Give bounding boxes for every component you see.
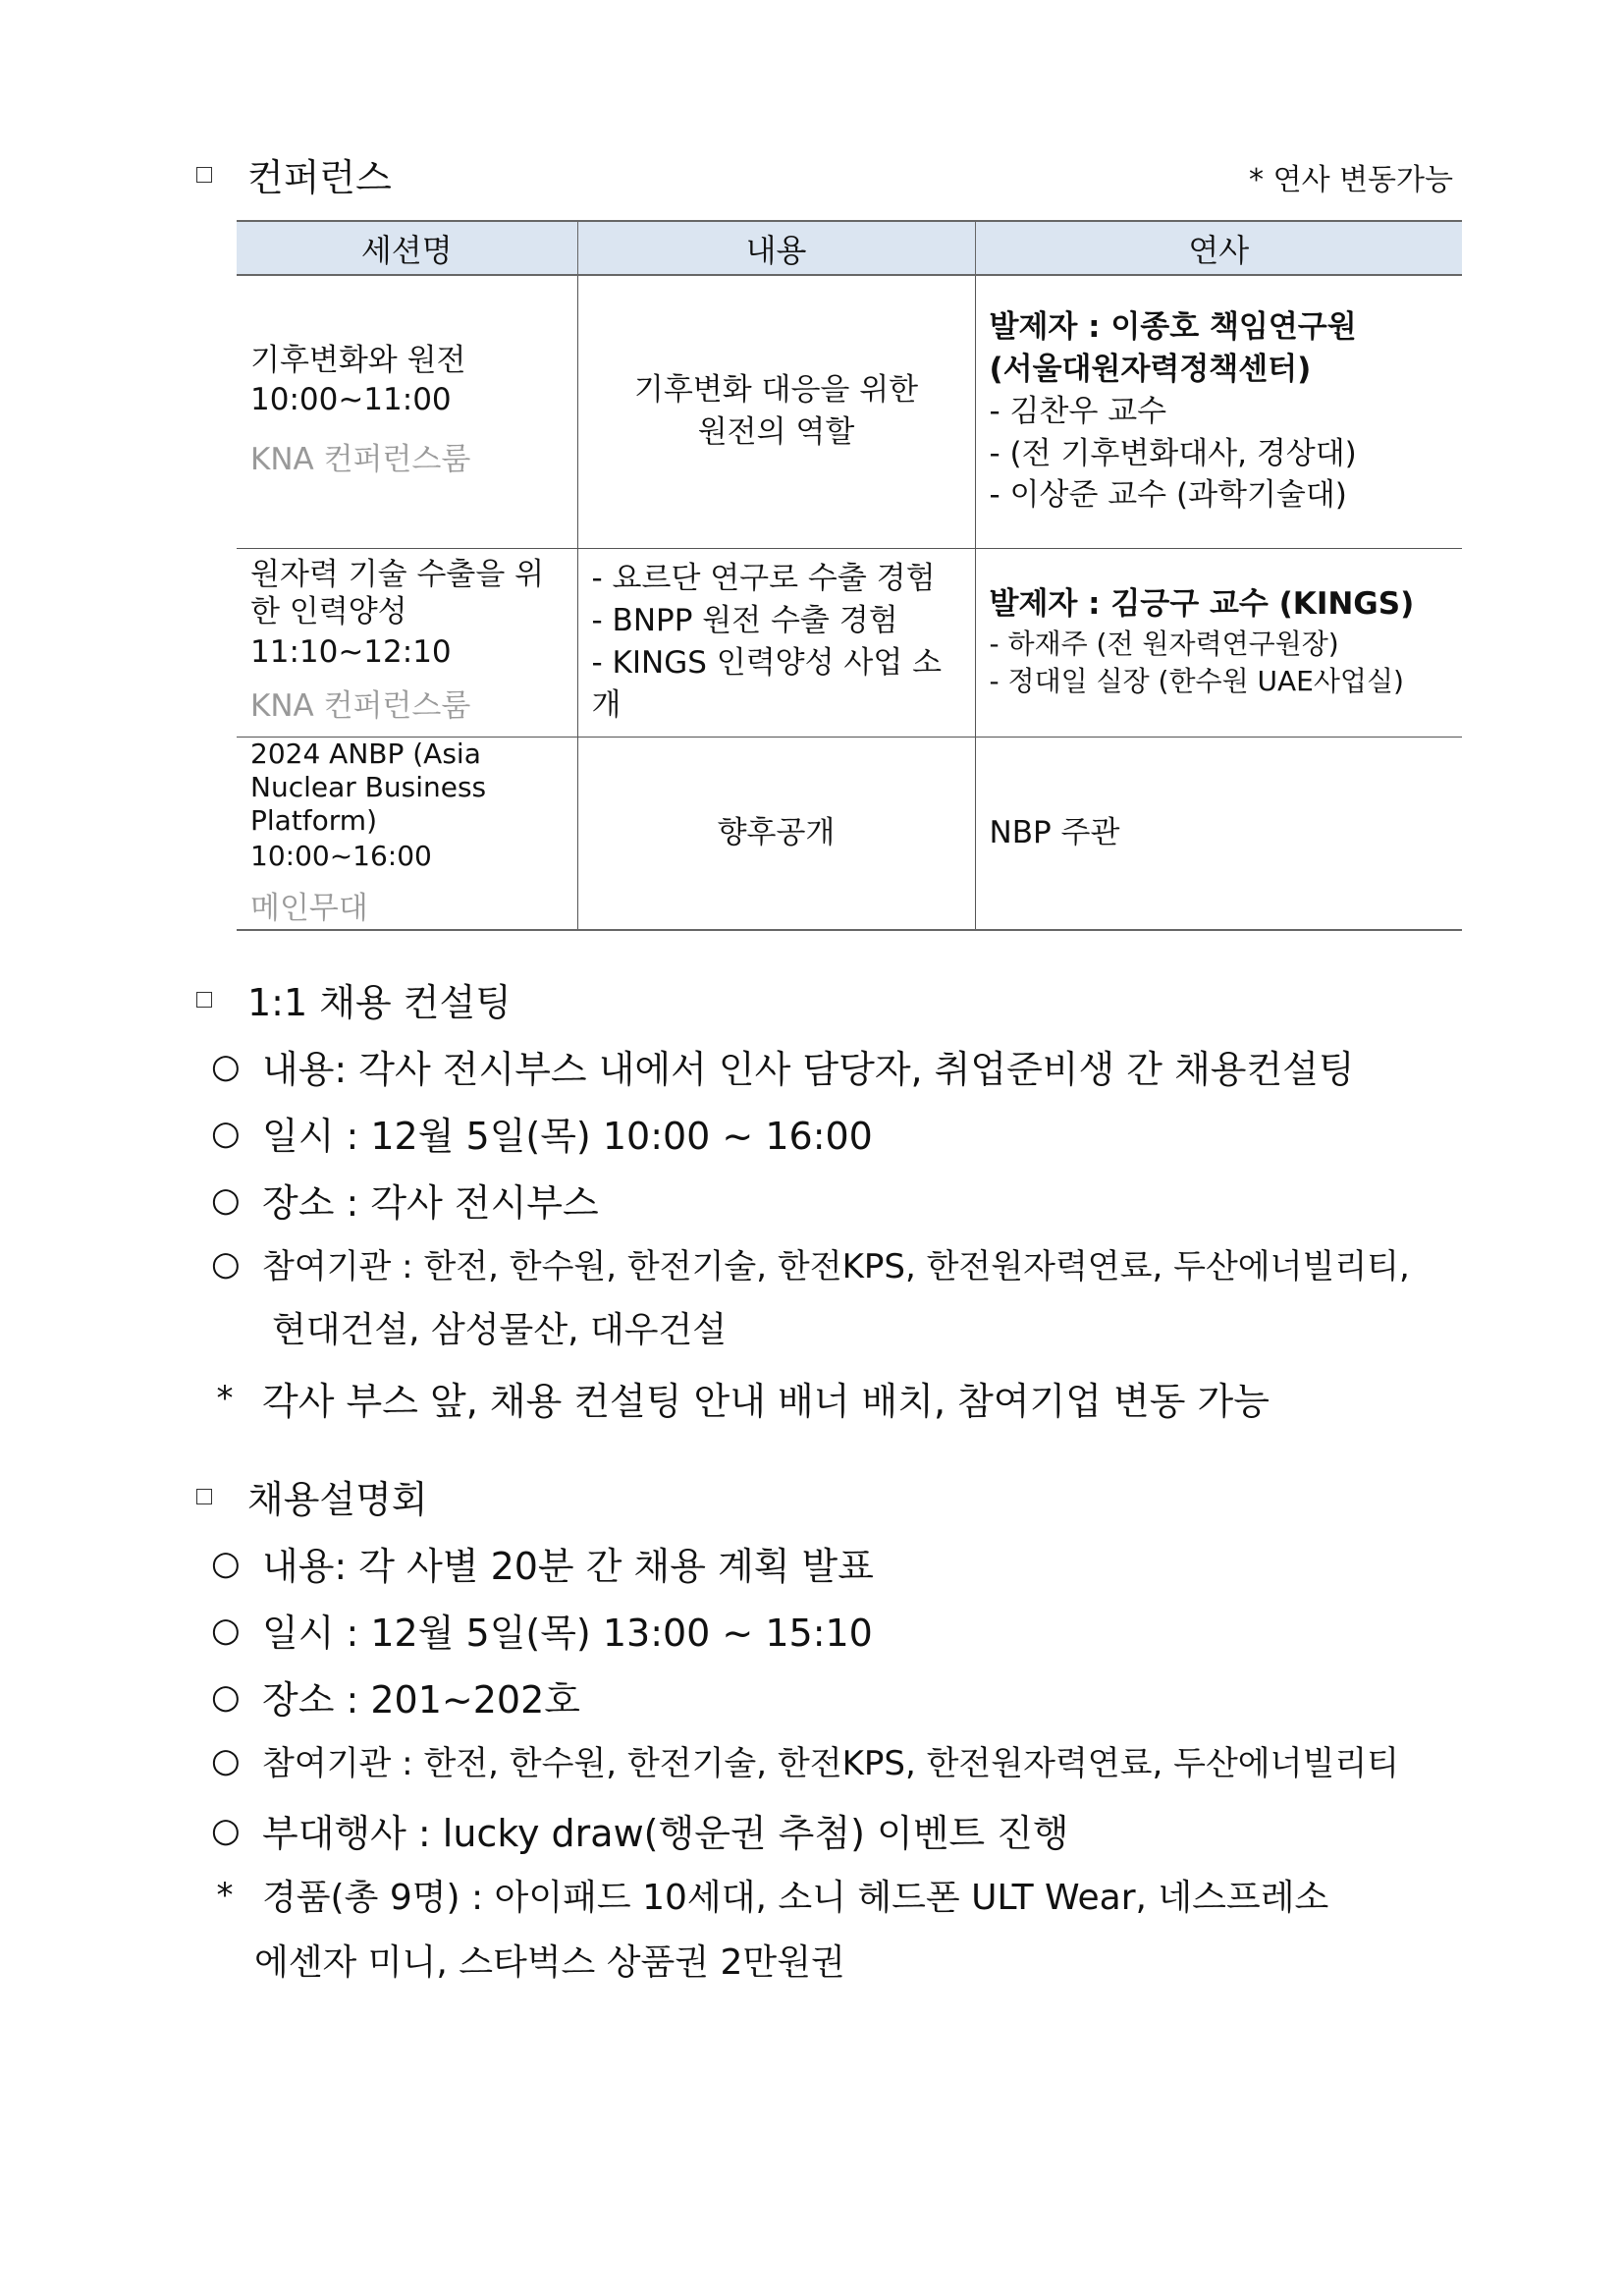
- consulting-heading: 1:1 채용 컨설팅: [196, 972, 512, 1026]
- list-item: ○ 참여기관 : 한전, 한수원, 한전기술, 한전KPS, 한전원자력연료, 두산에너빌리티,: [211, 1243, 1410, 1286]
- conference-table: [237, 220, 1462, 931]
- column-header-speaker: 연사: [975, 221, 1462, 275]
- column-header-content: 내용: [577, 221, 975, 275]
- list-item: ○ 내용: 각사 전시부스 내에서 인사 담당자, 취업준비생 간 채용컨설팅: [211, 1046, 1355, 1091]
- speaker-cell: 발제자 : 김긍구 교수 (KINGS) - 하재주 (전 원자력연구원장) - 정대일 실장 (한수원 UAE사업실): [975, 548, 1462, 737]
- content-cell: - 요르단 연구로 수출 경험 - BNPP 원전 수출 경험 - KINGS 인력양성 사업 소개: [577, 548, 975, 737]
- circle-bullet-icon: ○: [211, 1113, 241, 1153]
- square-bullet-icon: [196, 167, 212, 183]
- circle-bullet-icon: ○: [211, 1740, 241, 1780]
- list-item: ○ 일시 : 12월 5일(목) 13:00 ~ 15:10: [211, 1610, 873, 1655]
- square-bullet-icon: [196, 1489, 212, 1504]
- circle-bullet-icon: ○: [211, 1543, 241, 1583]
- prize-note: * 경품(총 9명) : 아이패드 10세대, 소니 헤드폰 ULT Wear, 네스프레소: [211, 1870, 1328, 1920]
- panel-list: - 김찬우 교수 - (전 기후변화대사, 경상대) - 이상준 교수 (과학기술대): [990, 391, 1449, 517]
- circle-bullet-icon: ○: [211, 1179, 241, 1220]
- session-cell: 원자력 기술 수출을 위한 인력양성 11:10~12:10 KNA 컨퍼런스룸: [237, 548, 577, 737]
- column-header-session: 세션명: [237, 221, 577, 275]
- table-row: [237, 737, 1462, 930]
- circle-bullet-icon: ○: [211, 1046, 241, 1086]
- consulting-note: * 각사 부스 앞, 채용 컨설팅 안내 배너 배치, 참여기업 변동 가능: [211, 1371, 1270, 1425]
- table-row: [237, 548, 1462, 737]
- list-item: ○ 내용: 각 사별 20분 간 채용 계획 발표: [211, 1543, 874, 1588]
- circle-bullet-icon: ○: [211, 1243, 241, 1284]
- list-item: ○ 장소 : 201~202호: [211, 1676, 580, 1722]
- speaker-change-note: * 연사 변동가능: [1249, 163, 1453, 197]
- list-item: ○ 부대행사 : lucky draw(행운권 추첨) 이벤트 진행: [211, 1810, 1069, 1855]
- conference-heading: 컨퍼런스: [196, 147, 392, 201]
- list-item: ○ 일시 : 12월 5일(목) 10:00 ~ 16:00: [211, 1113, 873, 1158]
- asterisk-icon: *: [216, 1378, 234, 1418]
- content-cell: 향후공개: [577, 737, 975, 930]
- session-cell: 기후변화와 원전 10:00~11:00 KNA 컨퍼런스룸: [237, 275, 577, 548]
- circle-bullet-icon: ○: [211, 1610, 241, 1650]
- list-item: ○ 참여기관 : 한전, 한수원, 한전기술, 한전KPS, 한전원자력연료, 두산에너빌리티: [211, 1740, 1400, 1783]
- circle-bullet-icon: ○: [211, 1810, 241, 1850]
- briefing-heading: 채용설명회: [196, 1469, 428, 1523]
- list-item-continuation: 현대건설, 삼성물산, 대우건설: [272, 1310, 728, 1350]
- session-cell: 2024 ANBP (Asia Nuclear Business Platform) 10:00~16:00 메인무대: [237, 737, 577, 930]
- circle-bullet-icon: ○: [211, 1676, 241, 1717]
- content-cell: 기후변화 대응을 위한 원전의 역할: [577, 275, 975, 548]
- speaker-cell: 발제자 : 이종호 책임연구원 (서울대원자력정책센터) - 김찬우 교수 - (전 기후변화대사, 경상대) - 이상준 교수 (과학기술대): [975, 275, 1462, 548]
- asterisk-icon: *: [216, 1875, 234, 1915]
- prize-note-continuation: 에센자 미니, 스타벅스 상품권 2만원권: [254, 1942, 845, 1983]
- panel-list: - 하재주 (전 원자력연구원장) - 정대일 실장 (한수원 UAE사업실): [990, 626, 1449, 701]
- list-item: ○ 장소 : 각사 전시부스: [211, 1179, 599, 1225]
- speaker-cell: NBP 주관: [975, 737, 1462, 930]
- table-row: [237, 275, 1462, 548]
- square-bullet-icon: [196, 992, 212, 1008]
